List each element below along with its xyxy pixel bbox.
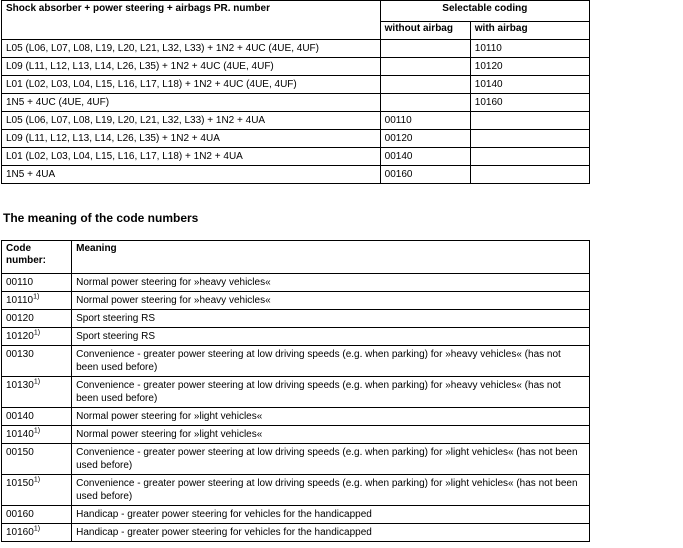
coding-without-airbag-cell [380, 94, 470, 112]
coding-with-airbag-cell: 10140 [470, 76, 589, 94]
table-row [2, 444, 590, 475]
table-row [2, 506, 590, 524]
table-row [2, 130, 590, 148]
meaning-cell: Sport steering RS [72, 310, 590, 328]
code-number-cell [2, 408, 72, 426]
code-number: 00120 [6, 313, 34, 324]
table-row [2, 426, 590, 444]
code-number: 10160 [6, 527, 34, 538]
header-pr-number: Shock absorber + power steering + airbags PR. number [2, 1, 381, 40]
coding-without-airbag-cell: 00120 [380, 130, 470, 148]
coding-with-airbag-cell [470, 130, 589, 148]
table-row [2, 524, 590, 542]
table-row [2, 76, 590, 94]
pr-number-cell: L09 (L11, L12, L13, L14, L26, L35) + 1N2 + 4UA [2, 130, 381, 148]
table-header-row [2, 241, 590, 274]
coding-without-airbag-cell [380, 40, 470, 58]
meaning-cell: Convenience - greater power steering at low driving speeds (e.g. when parking) for »heavy vehicles« (has not been used before) [72, 377, 590, 408]
table-row [2, 475, 590, 506]
table-row [2, 58, 590, 76]
meaning-cell: Normal power steering for »light vehicles« [72, 408, 590, 426]
footnote-marker: 1) [33, 329, 41, 337]
code-number-cell [2, 310, 72, 328]
table-header-row [2, 1, 590, 22]
table-row [2, 94, 590, 112]
pr-number-cell: L05 (L06, L07, L08, L19, L20, L21, L32, L33) + 1N2 + 4UC (4UE, 4UF) [2, 40, 381, 58]
code-number: 10140 [6, 429, 34, 440]
meaning-cell: Convenience - greater power steering at low driving speeds (e.g. when parking) for »heavy vehicles« (has not been used before) [72, 346, 590, 377]
table-row [2, 377, 590, 408]
coding-without-airbag-cell: 00110 [380, 112, 470, 130]
meaning-cell: Handicap - greater power steering for vehicles for the handicapped [72, 524, 590, 542]
table-row [2, 274, 590, 292]
code-number-cell [2, 292, 72, 310]
header-meaning: Meaning [72, 241, 590, 274]
table-row [2, 328, 590, 346]
table-row [2, 166, 590, 184]
table-row [2, 292, 590, 310]
code-number: 00150 [6, 447, 34, 458]
table-row [2, 408, 590, 426]
code-number-cell [2, 475, 72, 506]
header-code-number: Code number: [2, 241, 72, 274]
code-number: 00160 [6, 509, 34, 520]
coding-with-airbag-cell: 10120 [470, 58, 589, 76]
code-number: 10110 [6, 295, 34, 306]
table-row [2, 346, 590, 377]
table-row [2, 112, 590, 130]
pr-number-cell: L05 (L06, L07, L08, L19, L20, L21, L32, L33) + 1N2 + 4UA [2, 112, 381, 130]
pr-number-cell: L09 (L11, L12, L13, L14, L26, L35) + 1N2 + 4UC (4UE, 4UF) [2, 58, 381, 76]
pr-number-coding-table [1, 0, 590, 184]
code-number: 00110 [6, 277, 34, 288]
code-number-cell [2, 346, 72, 377]
footnote-marker: 1) [33, 293, 40, 301]
pr-number-cell: L01 (L02, L03, L04, L15, L16, L17, L18) + 1N2 + 4UA [2, 148, 381, 166]
meaning-cell: Convenience - greater power steering at low driving speeds (e.g. when parking) for »light vehicles« (has not been used before) [72, 475, 590, 506]
coding-without-airbag-cell: 00160 [380, 166, 470, 184]
coding-with-airbag-cell: 10110 [470, 40, 589, 58]
pr-number-cell: L01 (L02, L03, L04, L15, L16, L17, L18) + 1N2 + 4UC (4UE, 4UF) [2, 76, 381, 94]
footnote-marker: 1) [33, 427, 41, 435]
meaning-cell: Normal power steering for »light vehicles« [72, 426, 590, 444]
code-number: 00140 [6, 411, 34, 422]
header-without-airbag: without airbag [380, 22, 470, 40]
coding-with-airbag-cell [470, 166, 589, 184]
code-meaning-table [1, 240, 590, 542]
code-number-cell [2, 444, 72, 475]
meaning-cell: Normal power steering for »heavy vehicles« [72, 292, 590, 310]
table-row [2, 148, 590, 166]
table-row [2, 40, 590, 58]
code-number: 10130 [6, 380, 34, 391]
header-with-airbag: with airbag [470, 22, 589, 40]
code-number: 00130 [6, 349, 34, 360]
coding-without-airbag-cell: 00140 [380, 148, 470, 166]
coding-without-airbag-cell [380, 76, 470, 94]
code-number-cell [2, 506, 72, 524]
meaning-cell: Handicap - greater power steering for vehicles for the handicapped [72, 506, 590, 524]
coding-with-airbag-cell [470, 112, 589, 130]
meaning-cell: Sport steering RS [72, 328, 590, 346]
meaning-cell: Normal power steering for »heavy vehicles« [72, 274, 590, 292]
code-number-cell [2, 426, 72, 444]
coding-with-airbag-cell [470, 148, 589, 166]
coding-without-airbag-cell [380, 58, 470, 76]
code-number: 10120 [6, 331, 34, 342]
section-heading: The meaning of the code numbers [3, 211, 199, 225]
footnote-marker: 1) [33, 378, 41, 386]
code-number-cell [2, 377, 72, 408]
code-number-cell [2, 524, 72, 542]
footnote-marker: 1) [33, 525, 41, 533]
code-number-cell [2, 274, 72, 292]
code-number: 10150 [6, 478, 34, 489]
coding-with-airbag-cell: 10160 [470, 94, 589, 112]
table-row [2, 310, 590, 328]
pr-number-cell: 1N5 + 4UA [2, 166, 381, 184]
meaning-cell: Convenience - greater power steering at low driving speeds (e.g. when parking) for »light vehicles« (has not been used before) [72, 444, 590, 475]
pr-number-cell: 1N5 + 4UC (4UE, 4UF) [2, 94, 381, 112]
code-number-cell [2, 328, 72, 346]
header-selectable-coding: Selectable coding [380, 1, 589, 22]
footnote-marker: 1) [33, 476, 41, 484]
